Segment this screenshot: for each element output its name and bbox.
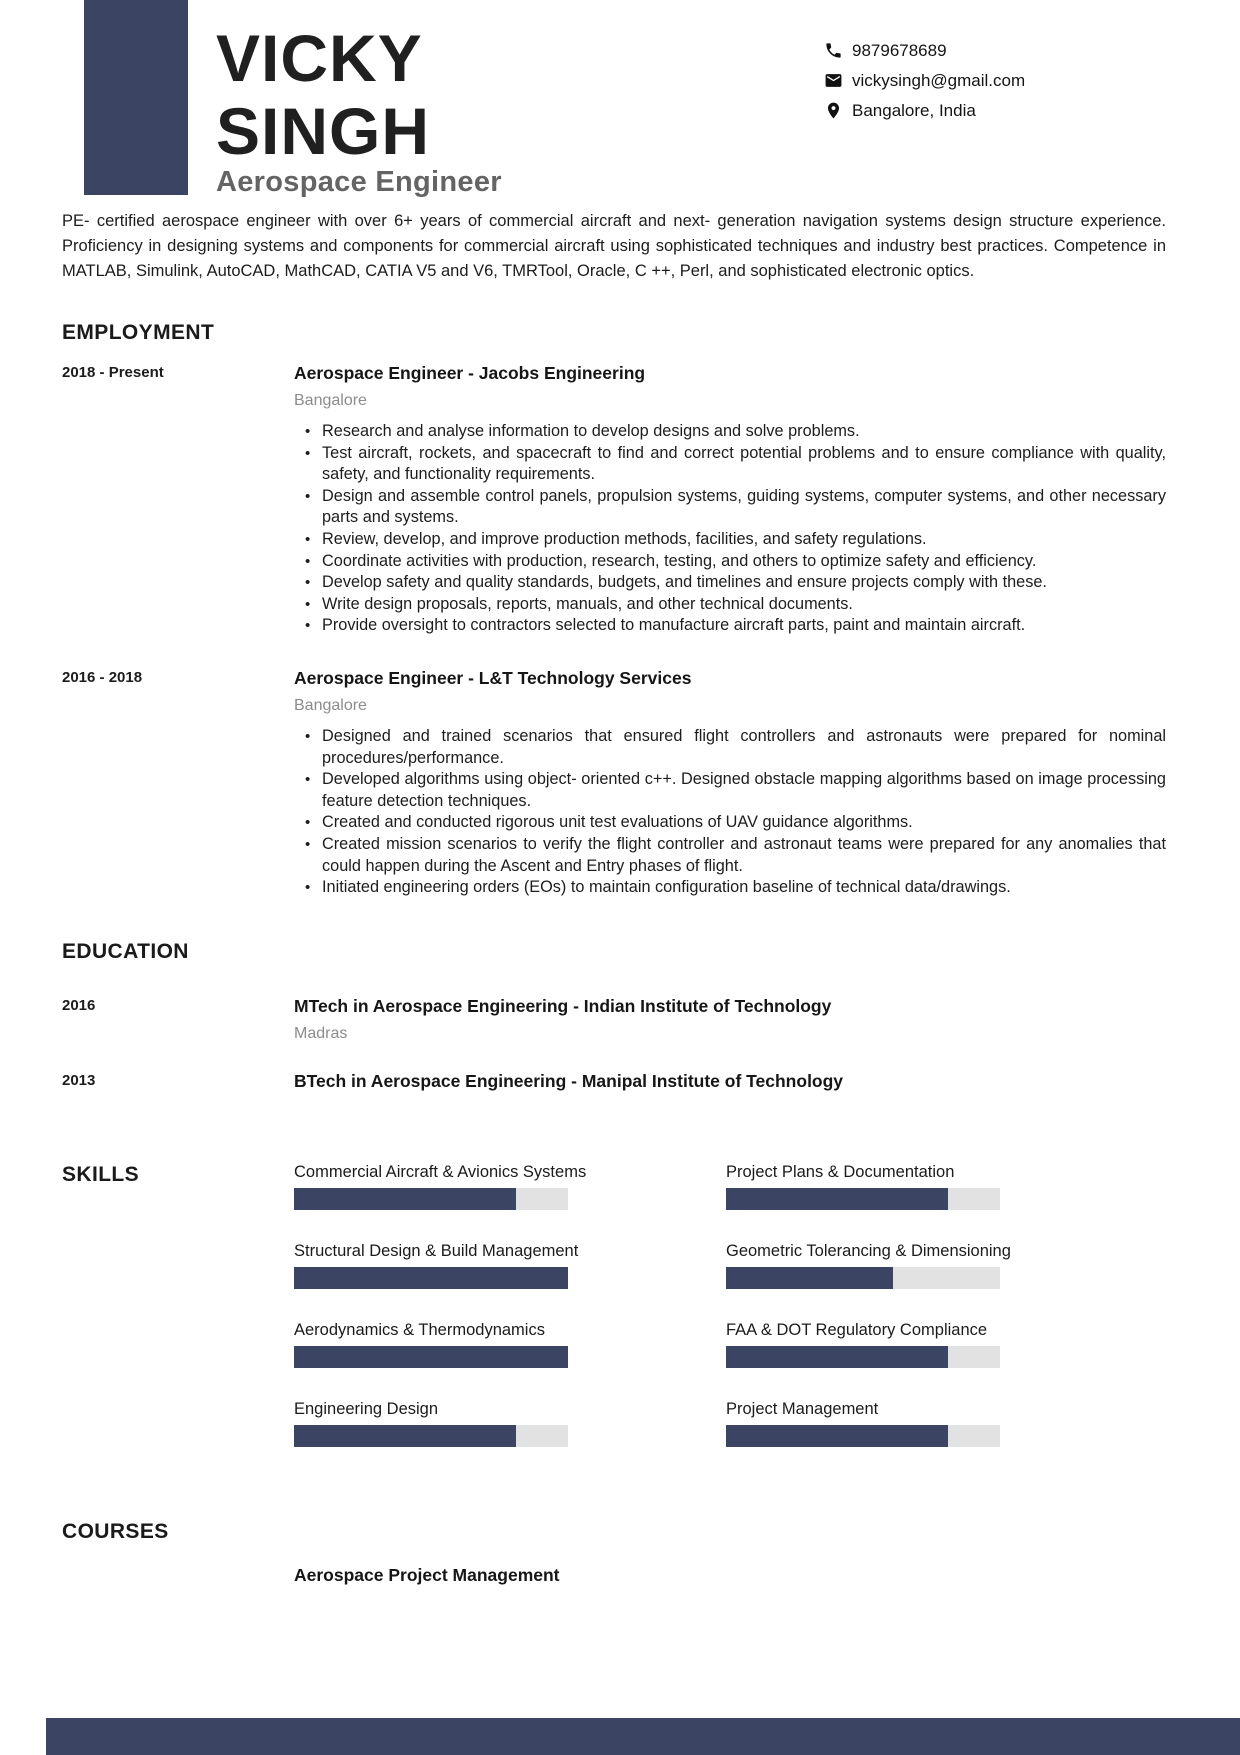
education-heading: EDUCATION <box>62 939 189 963</box>
education-year: 2016 <box>62 996 96 1014</box>
skill-bar-track <box>294 1425 568 1447</box>
skill-name: Structural Design & Build Management <box>294 1241 579 1260</box>
skill-name: Commercial Aircraft & Avionics Systems <box>294 1162 587 1181</box>
job-bullets <box>294 726 1166 899</box>
skill-item <box>726 1241 1134 1289</box>
skill-item <box>726 1399 1134 1447</box>
contact-row-email <box>824 70 1025 91</box>
employment-heading: EMPLOYMENT <box>62 321 215 344</box>
accent-block <box>84 0 188 195</box>
contact-block <box>824 40 1025 130</box>
education-degree: MTech in Aerospace Engineering - Indian Institute of Technology <box>294 995 832 1016</box>
section-education <box>0 939 1240 1092</box>
skill-name: Engineering Design <box>294 1399 439 1418</box>
section-employment <box>0 320 1240 899</box>
education-degree: BTech in Aerospace Engineering - Manipal Institute of Technology <box>294 1070 844 1091</box>
skill-bar-fill <box>294 1346 568 1368</box>
footer-bar <box>46 1718 1240 1755</box>
section-courses <box>0 1519 1240 1586</box>
skill-bar-track <box>294 1346 568 1368</box>
courses-heading: COURSES <box>62 1519 169 1543</box>
candidate-name <box>216 22 430 168</box>
summary-text: PE- certified aerospace engineer with over 6+ years of commercial aircraft and next- generation navigation systems design structure experience. Proficiency in designing systems and components for commercial aircraft using sophisticated techniques and industry best practices. Competence in MATLAB, Simulink, AutoCAD, MathCAD, CATIA V5 and V6, TMRTool, Oracle, C ++, Perl, and sophisticated electronic optics. <box>62 212 1166 280</box>
skill-bar-fill <box>294 1425 516 1447</box>
bullet-item: • Initiated engineering orders (EOs) to maintain configuration baseline of technical data/drawings. <box>322 877 1166 899</box>
skill-item <box>726 1320 1134 1368</box>
job-dates: 2016 - 2018 <box>62 668 143 686</box>
job-content <box>294 667 1166 899</box>
skill-bar-fill <box>726 1346 948 1368</box>
skill-name: Project Plans & Documentation <box>726 1162 955 1181</box>
bullet-item: • Provide oversight to contractors selected to manufacture aircraft parts, paint and maintain aircraft. <box>322 615 1166 637</box>
bullet-item: • Coordinate activities with production, research, testing, and others to optimize safety and efficiency. <box>322 551 1166 573</box>
skill-name: Aerodynamics & Thermodynamics <box>294 1320 545 1339</box>
contact-row-location <box>824 100 1025 121</box>
skill-item <box>294 1162 702 1210</box>
skill-name: FAA & DOT Regulatory Compliance <box>726 1320 988 1339</box>
section-skills <box>0 1162 1240 1447</box>
skill-bar-track <box>726 1267 1000 1289</box>
skill-name: Project Management <box>726 1399 879 1418</box>
education-content <box>294 995 1166 1044</box>
skill-bar-track <box>294 1188 568 1210</box>
header <box>0 0 1240 198</box>
job-location: Bangalore <box>294 392 367 409</box>
skill-bar-fill <box>726 1425 948 1447</box>
skill-bar-track <box>726 1188 1000 1210</box>
contact-row-phone <box>824 40 1025 61</box>
education-entry <box>62 1070 1166 1092</box>
bullet-item: • Design and assemble control panels, propulsion systems, guiding systems, computer systems, and other necessary parts and systems. <box>322 486 1166 529</box>
bullet-item: • Write design proposals, reports, manuals, and other technical documents. <box>322 594 1166 616</box>
education-year: 2013 <box>62 1071 96 1089</box>
bullet-item: • Research and analyse information to develop designs and solve problems. <box>322 421 1166 443</box>
skill-bar-fill <box>726 1188 948 1210</box>
skill-item <box>294 1320 702 1368</box>
job-entry <box>62 362 1166 637</box>
skill-item <box>294 1241 702 1289</box>
bullet-item: • Test aircraft, rockets, and spacecraft to find and correct potential problems and to ensure compliance with quality, safety, and functionality requirements. <box>322 443 1166 486</box>
course-name: Aerospace Project Management <box>294 1564 560 1585</box>
skill-bar-track <box>726 1425 1000 1447</box>
skills-heading: SKILLS <box>62 1162 140 1186</box>
first-name: VICKY <box>216 21 423 95</box>
skill-item <box>726 1162 1134 1210</box>
skill-bar-fill <box>294 1188 516 1210</box>
job-dates: 2018 - Present <box>62 364 164 381</box>
bullet-item: • Review, develop, and improve production methods, facilities, and safety regulations. <box>322 529 1166 551</box>
job-entry <box>62 667 1166 899</box>
skill-name: Geometric Tolerancing & Dimensioning <box>726 1241 1011 1260</box>
education-content <box>294 1070 1166 1092</box>
skill-item <box>294 1399 702 1447</box>
email-address: vickysingh@gmail.com <box>852 70 1026 90</box>
bullet-item: • Designed and trained scenarios that ensured flight controllers and astronauts were prepared for nominal procedures/performance. <box>322 726 1166 769</box>
education-entry <box>62 995 1166 1044</box>
last-name: SINGH <box>216 94 431 168</box>
role-subtitle: Aerospace Engineer <box>216 166 502 198</box>
education-location: Madras <box>294 1024 348 1042</box>
job-title: Aerospace Engineer - Jacobs Engineering <box>294 363 646 383</box>
job-title: Aerospace Engineer - L&T Technology Services <box>294 667 692 688</box>
skill-bar-fill <box>726 1267 893 1289</box>
bullet-item: • Developed algorithms using object- oriented c++. Designed obstacle mapping algorithms based on image processing feature detection techniques. <box>322 769 1166 812</box>
phone-icon <box>824 41 843 60</box>
skill-bar-track <box>294 1267 568 1289</box>
location-pin-icon <box>824 101 843 120</box>
job-bullets <box>294 421 1166 637</box>
bullet-item: • Created and conducted rigorous unit test evaluations of UAV guidance algorithms. <box>322 812 1166 834</box>
bullet-item: • Created mission scenarios to verify the flight controller and astronaut teams were prepared for any anomalies that could happen during the Ascent and Entry phases of flight. <box>322 834 1166 877</box>
skill-bar-fill <box>294 1267 568 1289</box>
location-text: Bangalore, India <box>852 100 976 120</box>
job-content <box>294 362 1166 637</box>
email-icon <box>824 71 843 90</box>
skills-grid <box>294 1162 1166 1447</box>
job-location: Bangalore <box>294 696 367 714</box>
skill-bar-track <box>726 1346 1000 1368</box>
phone-number: 9879678689 <box>852 40 947 60</box>
bullet-item: • Develop safety and quality standards, budgets, and timelines and ensure projects comply with these. <box>322 572 1166 594</box>
